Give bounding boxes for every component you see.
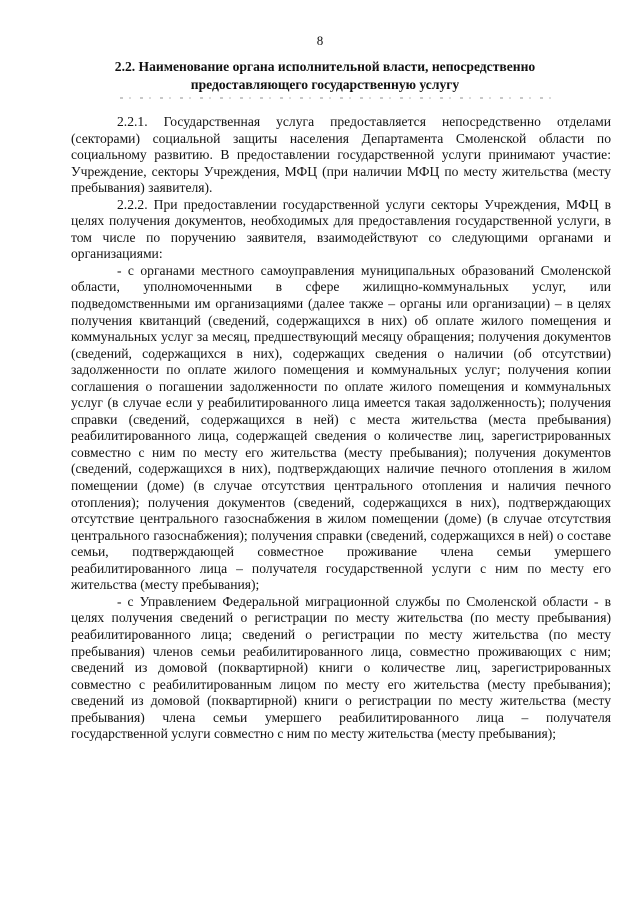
page-number: 8 xyxy=(316,33,324,48)
paragraph-2-2-1: 2.2.1. Государственная услуга предоставляется непосредственно отделами (секторами) социальной защиты населения Департамента Смоленской области по социальному развитию. В предоставлении государственной услуги принимают участие: Учреждение, секторы Учреждения, МФЦ (при наличии МФЦ по месту жительства (месту пребывания) заявителя). xyxy=(71,114,611,196)
paragraph-2-2-2: 2.2.2. При предоставлении государственной услуги секторы Учреждения, МФЦ в целях получения документов, необходимых для предоставления государственной услуги, в том числе по поручению заявителя, взаимодействуют со следующими органами и организациями: xyxy=(71,196,611,262)
section-heading xyxy=(80,58,570,94)
scan-artifact-line xyxy=(120,97,560,99)
section-heading-line-2: предоставляющего государственную услугу xyxy=(190,77,460,92)
list-item-local-government: - с органами местного самоуправления муниципальных образований Смоленской области, уполномоченными в сфере жилищно-коммунальных услуг, или подведомственными им организациями (далее также – органы или организации) – в целях получения квитанций (сведений, содержащихся в них) об оплате жилого помещения и коммунальных услуг за месяц, предшествующий месяцу обращения; получения документов (сведений, содержащихся в них), содержащих сведения о наличии (об отсутствии) задолженности по оплате жилого помещения и коммунальных услуг; получения копии соглашения о погашении задолженности по оплате жилого помещения и коммунальных услуг (в случае если у реабилитированного лица имеется такая задолженность); получения справки (сведений, содержащихся в ней) с места жительства (места пребывания) реабилитированного лица, содержащей сведения о количестве лиц, зарегистрированных совместно с ним по месту его жительства (месту пребывания); получения документов (сведений, содержащихся в них), подтверждающих наличие печного отопления в жилом помещении (доме) (в случае отсутствия центрального отопления и наличия печного отопления); получения документов (сведений, содержащихся в них), подтверждающих отсутствие центрального газоснабжения в жилом помещении (доме) (в случае отсутствия центрального газоснабжения); получения справки (сведений, содержащихся в ней) о составе семьи, подтверждающей совместное проживание члена семьи умершего реабилитированного лица – получателя государственной услуги с ним по месту его жительства (месту пребывания); xyxy=(71,262,611,593)
document-body xyxy=(71,114,611,743)
section-heading-line-1: 2.2. Наименование органа исполнительной власти, непосредственно xyxy=(114,59,536,74)
list-item-migration-service: - с Управлением Федеральной миграционной службы по Смоленской области - в целях получения сведений о регистрации по месту жительства (по месту пребывания) реабилитированного лица; сведений о регистрации по месту жительства (по месту пребывания) членов семьи реабилитированного лица, совместно проживающих с ним; сведений из домовой (поквартирной) книги о количестве лиц, зарегистрированных совместно с реабилитированным лицом по месту его жительства (месту пребывания); сведений из домовой (поквартирной) книги о регистрации по месту жительства (месту пребывания) члена семьи умершего реабилитированного лица – получателя государственной услуги совместно с ним по месту жительства (месту пребывания); xyxy=(71,593,611,742)
